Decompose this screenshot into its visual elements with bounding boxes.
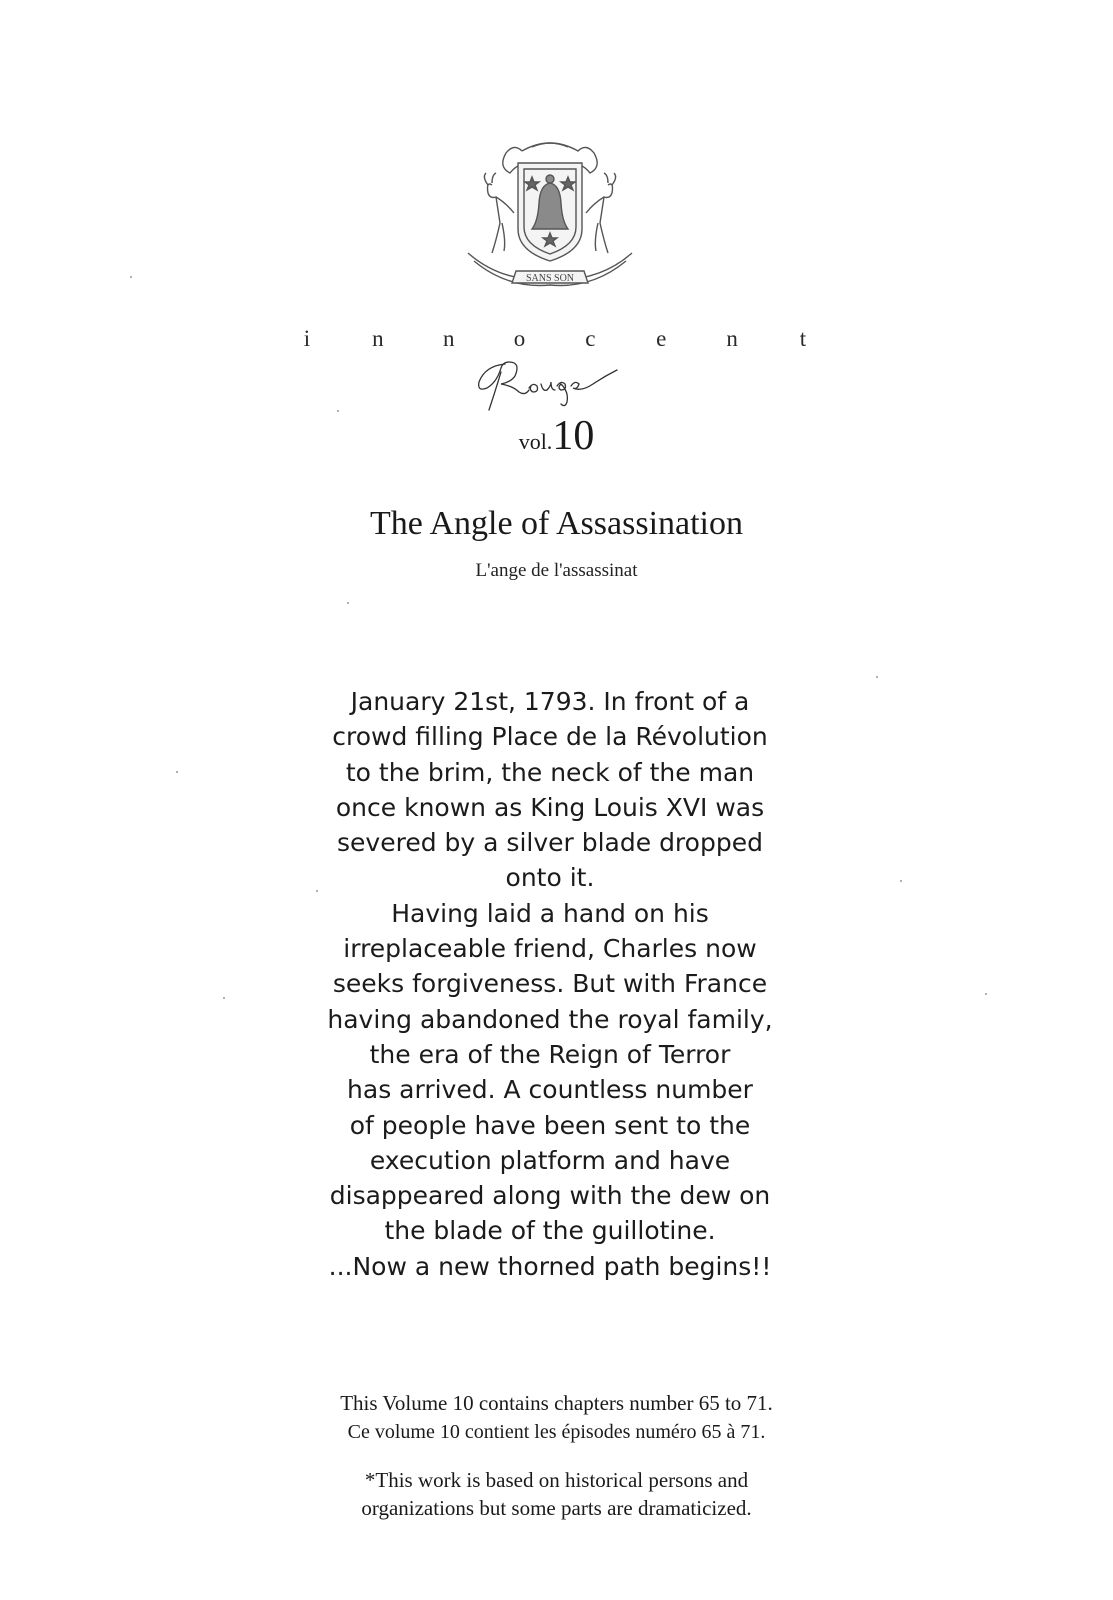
crest-motto: SANS SON xyxy=(525,273,575,284)
series-letter: t xyxy=(799,326,807,351)
series-letter: n xyxy=(726,326,738,351)
chapters-note-french: Ce volume 10 contient les épisodes numéro 65 à 71. xyxy=(347,1421,766,1443)
synopsis-line: the era of the Reign of Terror xyxy=(369,1039,731,1069)
volume-number: 10 xyxy=(552,413,595,459)
paper-speck xyxy=(130,276,132,278)
paper-speck xyxy=(876,676,878,678)
page-subtitle: L'ange de l'assassinat xyxy=(475,560,638,581)
series-letter: n xyxy=(372,326,384,351)
synopsis-line: severed by a silver blade dropped xyxy=(337,828,763,858)
paper-speck xyxy=(176,771,178,773)
page-title: The Angle of Assassination xyxy=(369,505,744,542)
synopsis-line: January 21st, 1793. In front of a xyxy=(350,687,750,716)
series-name-spaced xyxy=(300,326,810,352)
disclaimer-line: organizations but some parts are dramaticized. xyxy=(361,1496,752,1520)
synopsis-line: of people have been sent to the xyxy=(349,1110,751,1140)
rouge-script-logo xyxy=(465,352,625,418)
synopsis-line: Having laid a hand on his xyxy=(391,898,709,928)
paper-speck xyxy=(900,880,902,882)
historical-disclaimer xyxy=(0,1466,1113,1522)
paper-speck xyxy=(223,997,225,999)
volume-prefix: vol. xyxy=(518,429,553,454)
synopsis-line: to the brim, the neck of the man xyxy=(345,757,755,787)
synopsis-line: crowd filling Place de la Révolution xyxy=(332,722,768,752)
synopsis-line: irreplaceable friend, Charles now xyxy=(343,934,757,964)
paper-speck xyxy=(337,410,339,412)
synopsis-line: has arrived. A countless number xyxy=(347,1075,753,1105)
synopsis-line: execution platform and have xyxy=(369,1145,731,1175)
series-letter: o xyxy=(513,326,526,351)
series-letter: e xyxy=(656,326,667,351)
synopsis-line: seeks forgiveness. But with France xyxy=(332,969,768,999)
chapters-note xyxy=(0,1389,1113,1447)
synopsis-line: ...Now a new thorned path begins!! xyxy=(328,1251,772,1281)
coat-of-arms-emblem xyxy=(462,133,638,298)
synopsis-line: disappeared along with the dew on xyxy=(329,1181,771,1211)
synopsis-line: onto it. xyxy=(505,863,595,893)
synopsis-line: once known as King Louis XVI was xyxy=(335,792,765,822)
paper-speck xyxy=(316,890,318,892)
paper-speck xyxy=(985,993,987,995)
disclaimer-line: *This work is based on historical persons and xyxy=(364,1468,749,1492)
synopsis-line: having abandoned the royal family, xyxy=(327,1004,773,1034)
chapters-note-english: This Volume 10 contains chapters number 65 to 71. xyxy=(340,1391,773,1415)
series-letter: i xyxy=(303,326,311,351)
synopsis-text xyxy=(300,684,800,1284)
series-letter: c xyxy=(585,326,596,351)
series-letter: n xyxy=(442,326,455,351)
volume-label xyxy=(0,412,1113,460)
synopsis-line: the blade of the guillotine. xyxy=(384,1216,716,1246)
paper-speck xyxy=(347,602,349,604)
